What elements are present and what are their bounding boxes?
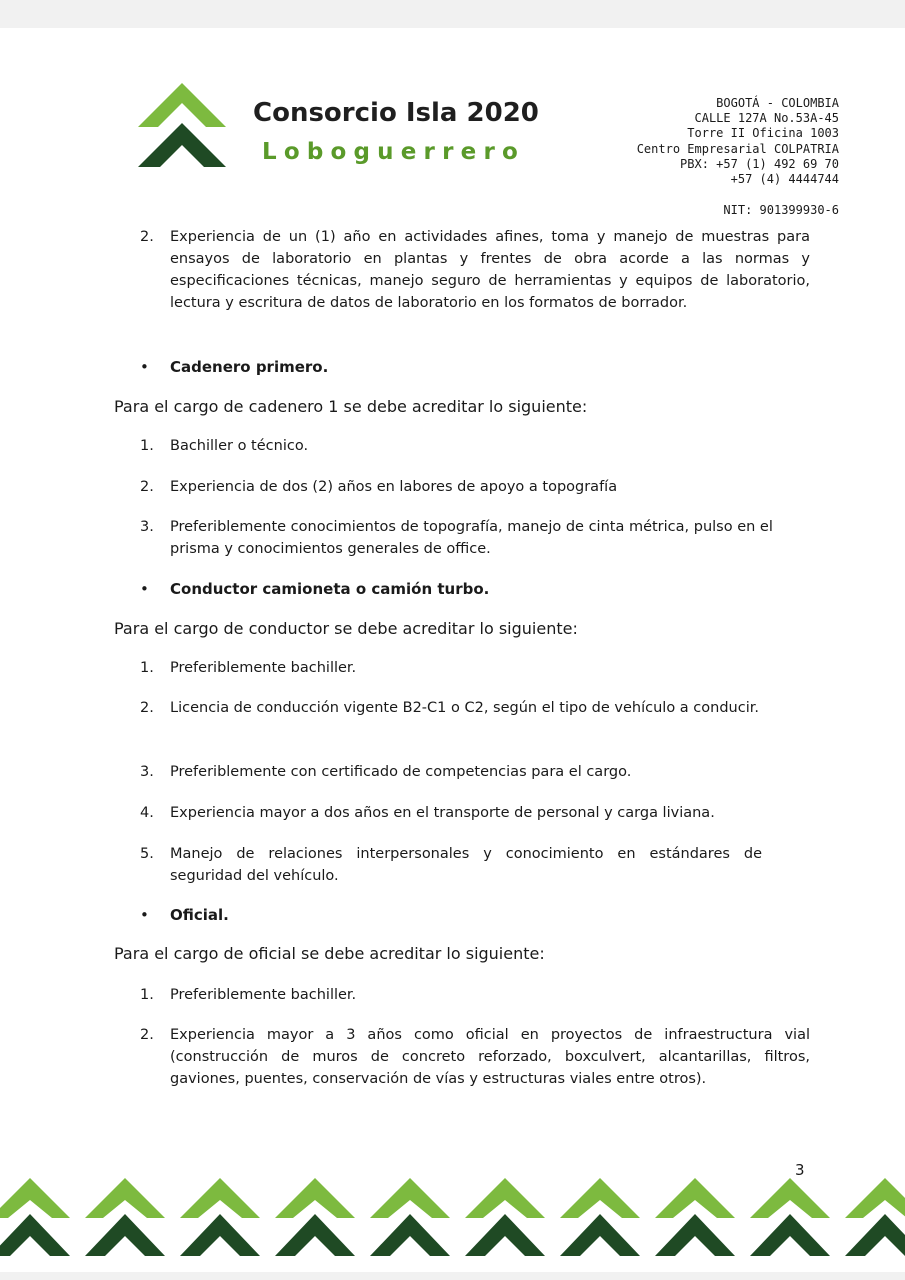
list-item xyxy=(140,843,762,887)
list-number: 5. xyxy=(140,846,154,862)
chevron-light-icon xyxy=(180,1178,260,1218)
section-heading-conductor xyxy=(140,580,490,598)
section-title: Cadenero primero. xyxy=(170,358,329,376)
chevron-dark-icon xyxy=(85,1214,165,1256)
footer-chevron-pattern xyxy=(0,1174,905,1262)
chevron-dark-icon xyxy=(845,1214,905,1256)
chevron-dark-icon xyxy=(750,1214,830,1256)
list-text: Bachiller o técnico. xyxy=(170,438,309,454)
chevron-light-icon xyxy=(750,1178,830,1218)
chevron-light-icon xyxy=(845,1178,905,1218)
list-text: Experiencia mayor a 3 años como oficial en proyectos de infraestructura vial (construcción de muros de concreto reforzado, boxculvert, alcantarillas, filtros, gaviones, puentes, conservación de vías y estructuras viales entre otros). xyxy=(170,1027,810,1087)
chevron-dark-icon xyxy=(370,1214,450,1256)
list-item xyxy=(140,435,810,457)
list-text: Preferiblemente con certificado de competencias para el cargo. xyxy=(170,764,632,780)
list-text: Preferiblemente bachiller. xyxy=(170,987,357,1003)
list-text: Manejo de relaciones interpersonales y conocimiento en estándares de seguridad del vehículo. xyxy=(170,846,762,884)
list-number: 2. xyxy=(140,700,154,716)
list-item xyxy=(140,697,770,719)
list-item xyxy=(140,226,810,314)
address-line: BOGOTÁ - COLOMBIA xyxy=(716,96,839,110)
list-text: Experiencia de un (1) año en actividades afines, toma y manejo de muestras para ensayos de laboratorio en plantas y frentes de obra acorde a las normas y especificaciones técnicas, manejo seguro de herramientas y equipos de laboratorio, lectura y escritura de datos de laboratorio en los formatos de borrador. xyxy=(170,229,810,311)
address-line: CALLE 127A No.53A-45 xyxy=(694,111,839,126)
list-item xyxy=(140,476,810,498)
list-item xyxy=(140,761,810,783)
section-title: Conductor camioneta o camión turbo. xyxy=(170,580,490,598)
chevron-light-icon xyxy=(560,1178,640,1218)
list-text: Preferiblemente conocimientos de topografía, manejo de cinta métrica, pulso en el prisma y conocimientos generales de office. xyxy=(170,519,773,557)
list-item xyxy=(140,984,810,1006)
list-number: 3. xyxy=(140,519,154,535)
chevron-dark-icon xyxy=(0,1214,70,1256)
list-text: Experiencia mayor a dos años en el transporte de personal y carga liviana. xyxy=(170,805,715,821)
company-subname: Loboguerrero xyxy=(262,139,525,165)
list-number: 3. xyxy=(140,764,154,780)
address-line: Centro Empresarial COLPATRIA xyxy=(636,141,839,156)
chevron-dark-icon xyxy=(655,1214,735,1256)
list-number: 2. xyxy=(140,229,154,245)
list-number: 1. xyxy=(140,660,154,676)
chevron-light-icon xyxy=(370,1178,450,1218)
chevron-light-icon xyxy=(85,1178,165,1218)
section-heading-cadenero xyxy=(140,358,329,376)
section-title: Oficial. xyxy=(170,906,229,924)
chevron-logo-icon xyxy=(138,83,226,169)
list-text: Licencia de conducción vigente B2-C1 o C2, según el tipo de vehículo a conducir. xyxy=(170,700,759,716)
chevron-dark-icon xyxy=(560,1214,640,1256)
list-item xyxy=(140,657,810,679)
list-item xyxy=(140,802,810,824)
page-number: 3 xyxy=(795,1161,805,1179)
chevron-light-icon xyxy=(275,1178,355,1218)
list-number: 2. xyxy=(140,479,154,495)
chevron-light-icon xyxy=(655,1178,735,1218)
list-text: Preferiblemente bachiller. xyxy=(170,660,357,676)
address-line: Torre II Oficina 1003 xyxy=(687,126,839,141)
company-address xyxy=(637,96,839,187)
list-number: 1. xyxy=(140,987,154,1003)
list-number: 2. xyxy=(140,1027,154,1043)
company-name: Consorcio Isla 2020 xyxy=(253,98,539,128)
section-heading-oficial xyxy=(140,906,229,924)
section-intro: Para el cargo de conductor se debe acreditar lo siguiente: xyxy=(114,619,578,638)
section-intro: Para el cargo de cadenero 1 se debe acreditar lo siguiente: xyxy=(114,397,588,416)
list-number: 1. xyxy=(140,438,154,454)
list-item xyxy=(140,516,810,560)
list-number: 4. xyxy=(140,805,154,821)
section-intro: Para el cargo de oficial se debe acreditar lo siguiente: xyxy=(114,944,545,963)
list-item xyxy=(140,1024,810,1090)
list-text: Experiencia de dos (2) años en labores de apoyo a topografía xyxy=(170,479,618,495)
document-page xyxy=(0,28,905,1272)
chevron-dark-icon xyxy=(180,1214,260,1256)
chevron-light-icon xyxy=(465,1178,545,1218)
address-line: PBX: +57 (1) 492 69 70 xyxy=(680,156,839,171)
bullet-icon: • xyxy=(140,580,149,598)
bullet-icon: • xyxy=(140,906,149,924)
address-line: +57 (4) 4444744 xyxy=(730,172,839,187)
chevron-dark-icon xyxy=(275,1214,355,1256)
bullet-icon: • xyxy=(140,358,149,376)
chevron-light-icon xyxy=(0,1178,70,1218)
chevron-dark-icon xyxy=(465,1214,545,1256)
nit-number: NIT: 901399930-6 xyxy=(723,203,839,217)
